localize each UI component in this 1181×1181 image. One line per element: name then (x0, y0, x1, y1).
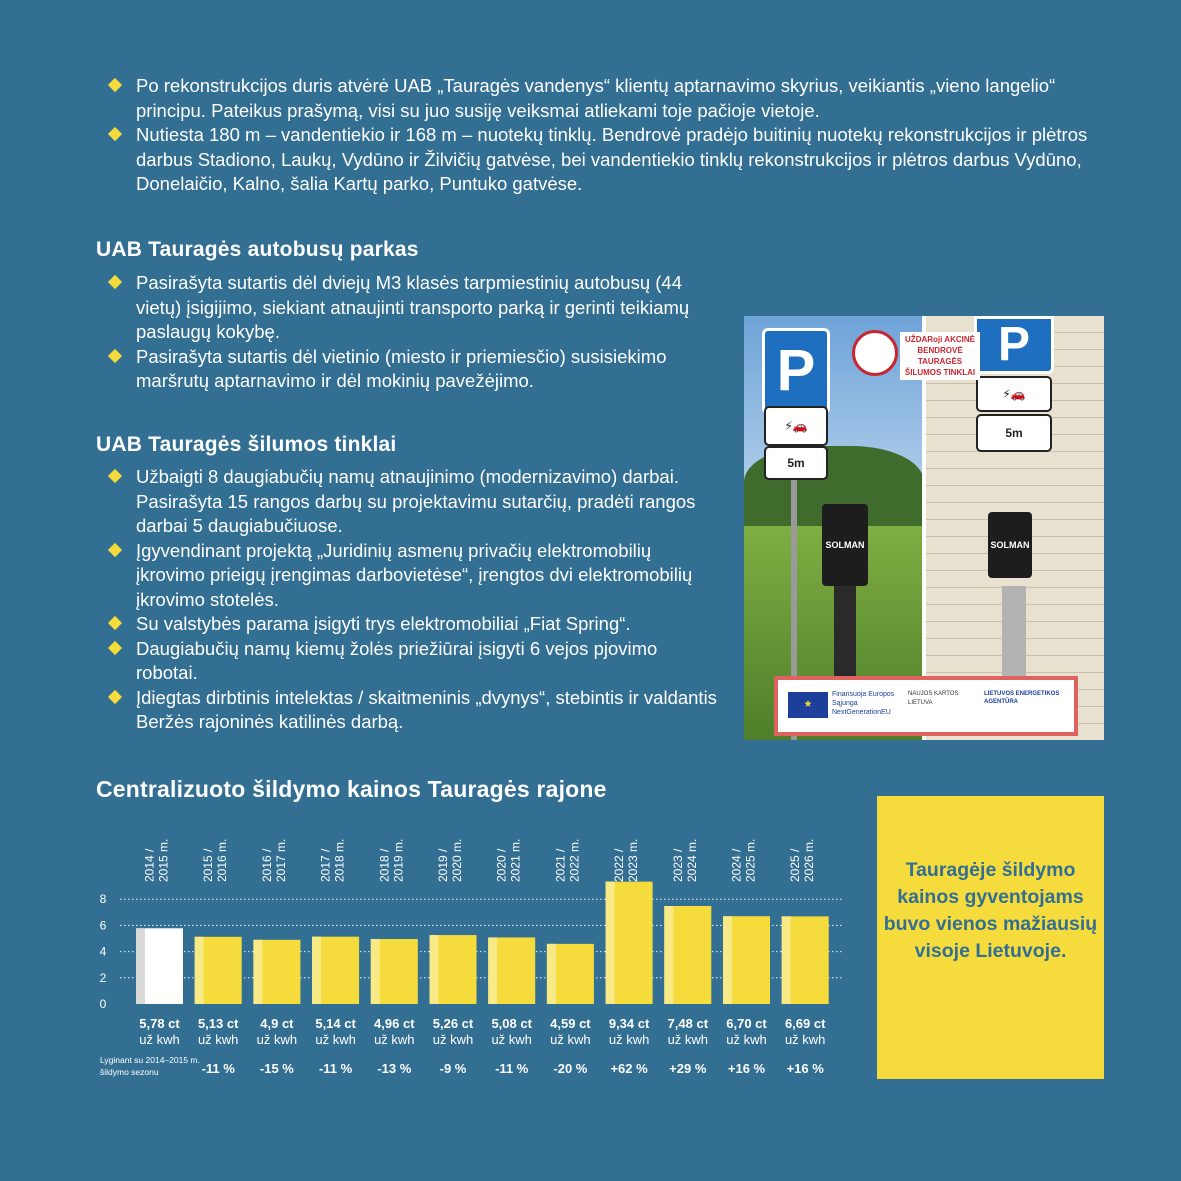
bullet-text: Daugiabučių namų kiemų žolės priežiūrai įsigyti 6 vejos pjovimo robotai. (136, 637, 658, 683)
data-label: 4,9 ct (260, 1016, 294, 1031)
bullet-text: Įgyvendinant projektą „Juridinių asmenų privačių elektromobilių įkrovimo prieigų įrengimas darbovietėse“, įrengtos dvi elektromobilių įkrovimo stotelės. (136, 539, 693, 610)
bar-highlight (664, 906, 673, 1004)
unit-label: už kwh (608, 1032, 650, 1047)
x-tick-label: 2018 /2019 m. (377, 838, 406, 882)
y-tick-label: 6 (99, 918, 107, 933)
heat-section-title: UAB Tauragės šilumos tinklai (96, 433, 397, 456)
x-tick-label: 2025 /2026 m. (788, 838, 817, 882)
change-label: -11 % (318, 1061, 353, 1076)
bullet-text: Po rekonstrukcijos duris atvėrė UAB „Tauragės vandenys“ klientų aptarnavimo skyrius, veikiantis „vieno langelio“ principu. Pateikus prašymą, visi su juo susiję veiksmai atliekami toje pačioje vietoje. (136, 75, 1056, 121)
list-item (108, 612, 723, 637)
diamond-bullet-icon (108, 689, 122, 703)
eu-flag-icon: ★ (788, 692, 828, 718)
diamond-bullet-icon (108, 542, 122, 556)
x-tick-label: 2022 /2023 m. (612, 838, 641, 882)
diamond-bullet-icon (108, 78, 122, 92)
bar-highlight (430, 935, 439, 1004)
unit-label: už kwh (550, 1032, 591, 1047)
list-item (108, 539, 723, 613)
change-label: +16 % (786, 1061, 824, 1076)
bar-highlight (371, 939, 380, 1004)
bar-highlight (782, 916, 791, 1004)
data-label: 4,96 ct (374, 1016, 415, 1031)
bar-highlight (547, 944, 556, 1004)
unit-label: už kwh (784, 1032, 826, 1047)
unit-label: už kwh (139, 1032, 180, 1047)
bar-highlight (195, 937, 204, 1004)
bar-highlight (606, 882, 615, 1004)
company-logo-text: UŽDARoji AKCINĖ BENDROVĖ TAURAGĖS ŠILUMOS TINKLAI (900, 332, 980, 380)
unit-label: už kwh (374, 1032, 415, 1047)
bullet-text: Užbaigti 8 daugiabučių namų atnaujinimo (modernizavimo) darbai. Pasirašyta 15 rangos darbų su projektavimu sutarčių, pradėti rangos darbai 5 daugiabučiuose. (136, 466, 696, 536)
charging-stations-photo (744, 316, 1104, 740)
bullet-text: Pasirašyta sutartis dėl dviejų M3 klasės tarpmiestinių autobusų (44 vietų) įsigijimo, siekiant atnaujinti transporto parką ir gerinti teikiamų paslaugų kokybę. (136, 272, 690, 342)
x-tick-label: 2016 /2017 m. (259, 838, 288, 882)
heating-price-chart (90, 820, 850, 1090)
unit-label: už kwh (491, 1032, 532, 1047)
unit-label: už kwh (432, 1032, 474, 1047)
data-label: 6,70 ct (726, 1016, 767, 1031)
charger-stand (834, 586, 856, 686)
company-logo (852, 324, 982, 382)
bullet-text: Įdiegtas dirbtinis intelektas / skaitmeninis „dvynys“, stebintis ir valdantis Beržės rajoninės katilinės darbą. (136, 686, 717, 732)
bar-highlight (253, 940, 262, 1004)
bus-bullet-list (108, 271, 723, 394)
comparison-caption: Lyginant su 2014–2015 m. šildymo sezonu (100, 1055, 200, 1077)
funding-logos-bar (774, 676, 1078, 736)
change-label: -13 % (377, 1061, 412, 1076)
distance-sign: 5m (976, 414, 1052, 452)
change-label: -9 % (439, 1061, 467, 1076)
bullet-text: Nutiesta 180 m – vandentiekio ir 168 m – nuotekų tinklų. Bendrovė pradėjo buitinių nuotekų rekonstrukcijos ir plėtros darbus Stadiono, Laukų, Vydūno ir Žilvičių gatvėse, bei vandentiekio tinklų rekonstrukcijos ir plėtros darbus Vydūno, Donelaičio, Kalno, šalia Kartų parko, Puntuko gatvėse. (136, 124, 1088, 194)
unit-label: už kwh (315, 1032, 356, 1047)
data-label: 5,08 ct (491, 1016, 532, 1031)
x-tick-label: 2015 /2016 m. (201, 838, 230, 882)
x-tick-label: 2017 /2018 m. (318, 838, 347, 882)
parking-sign: P (974, 316, 1054, 374)
list-item (108, 686, 723, 735)
change-label: -15 % (259, 1061, 294, 1076)
x-tick-label: 2024 /2025 m. (729, 838, 758, 882)
data-label: 5,26 ct (432, 1016, 474, 1031)
unit-label: už kwh (726, 1032, 767, 1047)
data-label: 5,78 ct (139, 1016, 180, 1031)
x-tick-label: 2014 /2015 m. (142, 838, 171, 882)
diamond-bullet-icon (108, 616, 122, 630)
bullet-text: Pasirašyta sutartis dėl vietinio (miesto ir priemiesčio) susisiekimo maršrutų aptarnavimo ir dėl mokinių pavežėjimo. (136, 345, 667, 391)
ev-car-sign-icon: ⚡🚗 (764, 406, 828, 446)
parking-sign: P (762, 328, 830, 414)
bar-highlight (723, 916, 732, 1004)
bus-section-title: UAB Tauragės autobusų parkas (96, 238, 419, 261)
x-tick-label: 2021 /2022 m. (553, 838, 582, 882)
list-item (108, 345, 723, 394)
data-label: 5,14 ct (315, 1016, 356, 1031)
x-tick-label: 2023 /2024 m. (670, 838, 699, 882)
highlight-box (877, 796, 1104, 1079)
distance-sign: 5m (764, 446, 828, 480)
bar-highlight (136, 928, 145, 1004)
change-label: -11 % (495, 1061, 529, 1076)
data-label: 7,48 ct (667, 1016, 709, 1031)
bar-highlight (488, 937, 497, 1004)
change-label: +62 % (610, 1061, 648, 1076)
y-tick-label: 0 (99, 997, 107, 1011)
y-tick-label: 4 (99, 944, 107, 959)
diamond-bullet-icon (108, 640, 122, 654)
unit-label: už kwh (667, 1032, 709, 1047)
ev-charger: SOLMAN (988, 512, 1032, 578)
list-item (108, 465, 723, 539)
list-item (108, 637, 723, 686)
ev-car-sign-icon: ⚡🚗 (976, 376, 1052, 412)
company-logo-icon (852, 330, 898, 376)
data-label: 6,69 ct (784, 1016, 826, 1031)
data-label: 9,34 ct (608, 1016, 650, 1031)
top-bullet-list (108, 74, 1108, 197)
list-item (108, 123, 1108, 197)
charger-stand (1002, 586, 1026, 686)
data-label: 5,13 ct (197, 1016, 239, 1031)
diamond-bullet-icon (108, 469, 122, 483)
diamond-bullet-icon (108, 127, 122, 141)
change-label: +16 % (727, 1061, 766, 1076)
diamond-bullet-icon (108, 348, 122, 362)
unit-label: už kwh (256, 1032, 298, 1047)
data-label: 4,59 ct (550, 1016, 591, 1031)
y-tick-label: 8 (99, 892, 107, 907)
x-tick-label: 2020 /2021 m. (494, 838, 523, 882)
heat-bullet-list (108, 465, 723, 735)
list-item (108, 74, 1108, 123)
change-label: +29 % (669, 1061, 707, 1076)
highlight-text: Tauragėje šildymo kainos gyventojams buvo vienos mažiausių visoje Lietuvoje. (883, 859, 1098, 962)
bar-highlight (312, 937, 321, 1004)
bullet-text: Su valstybės parama įsigyti trys elektromobiliai „Fiat Spring“. (136, 613, 631, 634)
energy-agency-text: LIETUVOS ENERGETIKOS AGENTŪRA (984, 691, 1060, 705)
unit-label: už kwh (197, 1032, 239, 1047)
change-label: -11 % (201, 1061, 235, 1076)
x-tick-label: 2019 /2020 m. (436, 838, 464, 882)
y-tick-label: 2 (99, 970, 107, 985)
eu-funding-text: Finansuoja Europos Sąjunga NextGenerationEU (832, 691, 895, 716)
change-label: -20 % (553, 1061, 588, 1076)
chart-title: Centralizuoto šildymo kainos Tauragės rajone (96, 776, 607, 802)
naujos-kartos-text: NAUJOS KARTOS LIETUVA (908, 691, 959, 706)
diamond-bullet-icon (108, 275, 122, 289)
list-item (108, 271, 723, 345)
ev-charger: SOLMAN (822, 504, 868, 586)
